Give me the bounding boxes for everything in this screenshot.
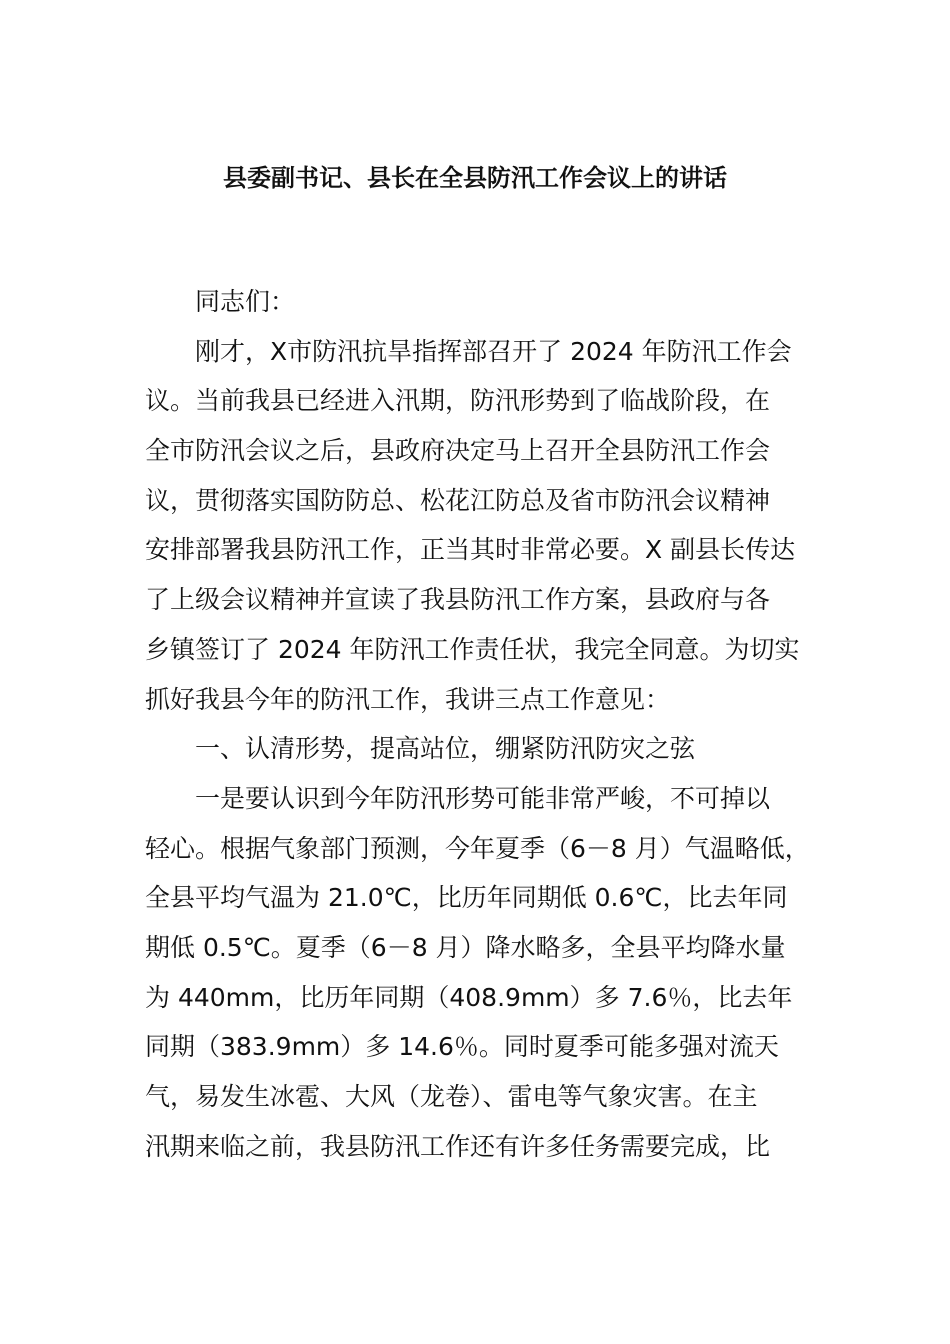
text-line: 刚才，X市防汛抗旱指挥部召开了 2024 年防汛工作会 [195, 336, 792, 366]
document-title: 县委副书记、县长在全县防汛工作会议上的讲话 [223, 164, 727, 192]
text-line: 期低 0.5℃。夏季（6－8 月）降水略多，全县平均降水量 [145, 932, 786, 962]
text-line: 同志们： [195, 287, 296, 316]
text-line: 气，易发生冰雹、大风（龙卷）、雷电等气象灾害。在主 [145, 1082, 758, 1111]
text-line: 议，贯彻落实国防防总、松花江防总及省市防汛会议精神 [145, 485, 771, 515]
text-line: 汛期来临之前，我县防汛工作还有许多任务需要完成，比 [145, 1131, 771, 1161]
text-line: 一是要认识到今年防汛形势可能非常严峻，不可掉以 [195, 783, 771, 813]
text-line: 为 440mm，比历年同期（408.9mm）多 7.6％，比去年 [145, 982, 793, 1012]
text-line: 全县平均气温为 21.0℃，比历年同期低 0.6℃，比去年同 [145, 883, 788, 913]
document-body [145, 283, 810, 1177]
text-line: 轻心。根据气象部门预测，今年夏季（6－8 月）气温略低， [145, 833, 810, 863]
text-line: 全市防汛会议之后，县政府决定马上召开全县防汛工作会 [145, 436, 771, 466]
text-line: 乡镇签订了 2024 年防汛工作责任状，我完全同意。为切实 [145, 634, 800, 664]
text-line: 抓好我县今年的防汛工作，我讲三点工作意见： [145, 684, 671, 714]
text-line: 同期（383.9mm）多 14.6％。同时夏季可能多强对流天 [145, 1032, 779, 1062]
text-line: 安排部署我县防汛工作，正当其时非常必要。X 副县长传达 [145, 535, 796, 565]
text-line: 了上级会议精神并宣读了我县防汛工作方案，县政府与各 [145, 585, 771, 615]
text-line: 议。当前我县已经进入汛期，防汛形势到了临战阶段，在 [145, 386, 771, 416]
section-heading: 一、认清形势，提高站位，绷紧防汛防灾之弦 [195, 734, 696, 764]
